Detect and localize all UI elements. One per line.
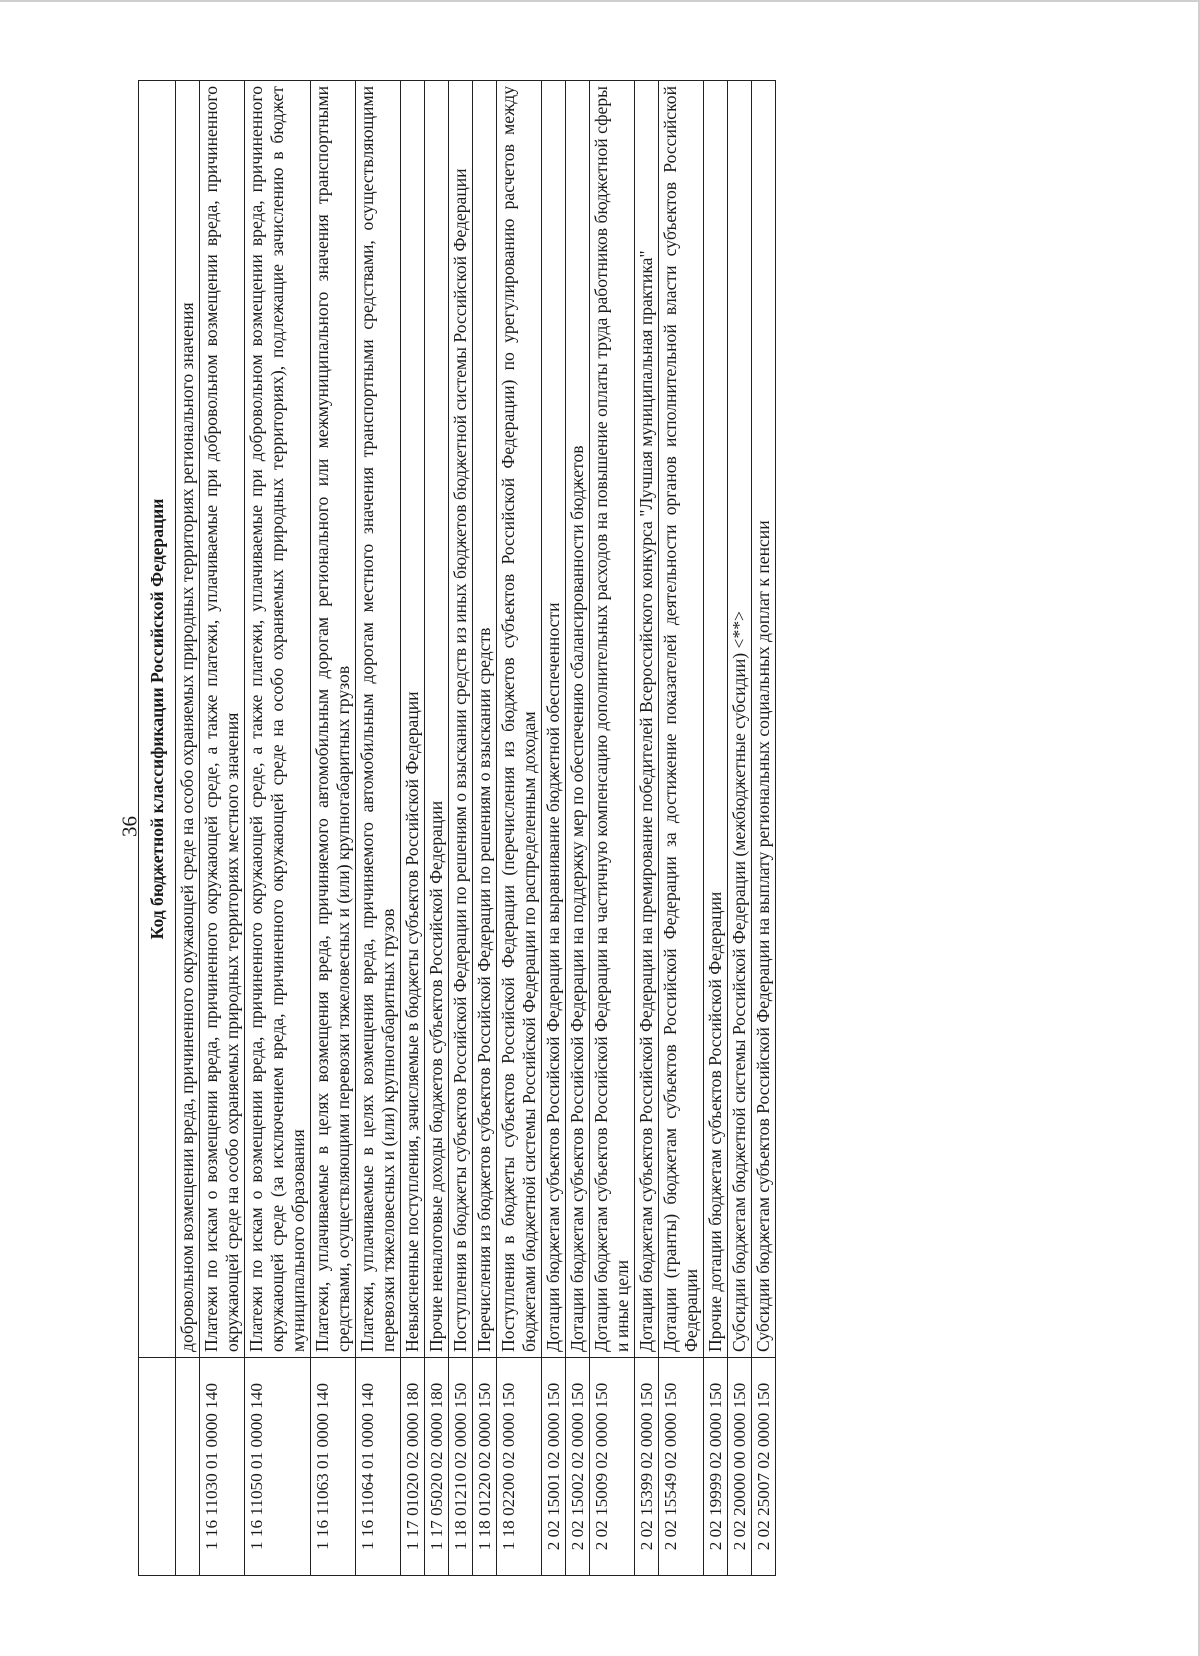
description-cell: Дотации (гранты) бюджетам субъектов Российской Федерации за достижение показателей деятельности органов исполнительной власти субъектов Российской Федерации <box>659 81 704 1358</box>
table-row <box>449 81 473 1576</box>
table-header-row <box>139 81 176 1576</box>
budget-code-cell: 2 02 25007 02 0000 150 <box>752 1358 776 1576</box>
table-row <box>356 81 401 1576</box>
table-row <box>590 81 635 1576</box>
page-number: 36 <box>117 816 142 837</box>
description-cell: Платежи по искам о возмещении вреда, причиненного окружающей среде, а также платежи, уплачиваемые при добровольном возмещении вреда, причиненного окружающей среде на особо охраняемых природных территориях местного значения <box>200 81 245 1358</box>
table-row <box>176 81 200 1576</box>
budget-code-cell: 2 02 15549 02 0000 150 <box>659 1358 704 1576</box>
table-row <box>473 81 497 1576</box>
table-row <box>728 81 752 1576</box>
budget-code-cell: 2 02 20000 00 0000 150 <box>728 1358 752 1576</box>
budget-code-cell: 2 02 15001 02 0000 150 <box>542 1358 566 1576</box>
description-cell: Дотации бюджетам субъектов Российской Федерации на поддержку мер по обеспечению сбалансированности бюджетов <box>566 81 590 1358</box>
table-row <box>200 81 245 1576</box>
description-cell: добровольном возмещении вреда, причиненного окружающей среде на особо охраняемых природных территориях регионального значения <box>176 81 200 1358</box>
budget-code-table <box>138 80 776 1576</box>
budget-code-cell <box>176 1358 200 1576</box>
description-cell: Дотации бюджетам субъектов Российской Федерации на премирование победителей Всероссийского конкурса "Лучшая муниципальная практика" <box>635 81 659 1358</box>
description-cell: Прочие дотации бюджетам субъектов Российской Федерации <box>704 81 728 1358</box>
budget-code-cell: 1 18 01210 02 0000 150 <box>449 1358 473 1576</box>
table-row <box>542 81 566 1576</box>
description-cell: Платежи, уплачиваемые в целях возмещения вреда, причиняемого автомобильным дорогам регионального или межмуниципального значения транспортными средствами, осуществляющими перевозки тяжеловесных и (или) крупногабаритных грузов <box>311 81 356 1358</box>
table-row <box>704 81 728 1576</box>
table-row <box>401 81 425 1576</box>
scan-edge-top <box>0 0 1200 2</box>
description-cell: Невыясненные поступления, зачисляемые в бюджеты субъектов Российской Федерации <box>401 81 425 1358</box>
description-cell: Дотации бюджетам субъектов Российской Федерации на частичную компенсацию дополнительных расходов на повышение оплаты труда работников бюджетной сферы и иные цели <box>590 81 635 1358</box>
budget-code-cell: 2 02 15009 02 0000 150 <box>590 1358 635 1576</box>
rotated-page <box>138 80 1124 1576</box>
description-cell: Субсидии бюджетам бюджетной системы Российской Федерации (межбюджетные субсидии) <**> <box>728 81 752 1358</box>
budget-code-cell: 1 16 11050 01 0000 140 <box>245 1358 311 1576</box>
table-row <box>752 81 776 1576</box>
table-row <box>311 81 356 1576</box>
description-cell: Поступления в бюджеты субъектов Российской Федерации по решениям о взыскании средств из иных бюджетов бюджетной системы Российской Федерации <box>449 81 473 1358</box>
table-body <box>176 81 776 1576</box>
budget-code-cell: 1 18 02200 02 0000 150 <box>497 1358 542 1576</box>
description-cell: Перечисления из бюджетов субъектов Российской Федерации по решениям о взыскании средств <box>473 81 497 1358</box>
budget-code-cell: 1 16 11030 01 0000 140 <box>200 1358 245 1576</box>
budget-code-cell: 2 02 15002 02 0000 150 <box>566 1358 590 1576</box>
table-row <box>425 81 449 1576</box>
description-cell: Платежи, уплачиваемые в целях возмещения вреда, причиняемого автомобильным дорогам местного значения транспортными средствами, осуществляющими перевозки тяжеловесных и (или) крупногабаритных грузов <box>356 81 401 1358</box>
table-row <box>659 81 704 1576</box>
budget-code-cell: 1 16 11063 01 0000 140 <box>311 1358 356 1576</box>
table-header-code-column <box>139 1358 176 1576</box>
budget-code-cell: 2 02 15399 02 0000 150 <box>635 1358 659 1576</box>
table-row <box>635 81 659 1576</box>
description-cell: Прочие неналоговые доходы бюджетов субъектов Российской Федерации <box>425 81 449 1358</box>
table-row <box>497 81 542 1576</box>
description-cell: Поступления в бюджеты субъектов Российской Федерации (перечисления из бюджетов субъектов Российской Федерации) по урегулированию расчетов между бюджетами бюджетной системы Российской Федерации по распределенным доходам <box>497 81 542 1358</box>
description-cell: Субсидии бюджетам субъектов Российской Федерации на выплату региональных социальных доплат к пенсии <box>752 81 776 1358</box>
description-cell: Дотации бюджетам субъектов Российской Федерации на выравнивание бюджетной обеспеченности <box>542 81 566 1358</box>
budget-code-cell: 1 17 01020 02 0000 180 <box>401 1358 425 1576</box>
table-row <box>566 81 590 1576</box>
budget-code-cell: 1 16 11064 01 0000 140 <box>356 1358 401 1576</box>
description-cell: Платежи по искам о возмещении вреда, причиненного окружающей среде, а также платежи, уплачиваемые при добровольном возмещении вреда, причиненного окружающей среде (за исключением вреда, причиненного окружающей среде на особо охраняемых природных территориях), подлежащие зачислению в бюджет муниципального образования <box>245 81 311 1358</box>
budget-code-cell: 1 18 01220 02 0000 150 <box>473 1358 497 1576</box>
table-header-title: Код бюджетной классификации Российской Федерации <box>139 81 176 1358</box>
table-row <box>245 81 311 1576</box>
budget-code-cell: 1 17 05020 02 0000 180 <box>425 1358 449 1576</box>
budget-code-cell: 2 02 19999 02 0000 150 <box>704 1358 728 1576</box>
